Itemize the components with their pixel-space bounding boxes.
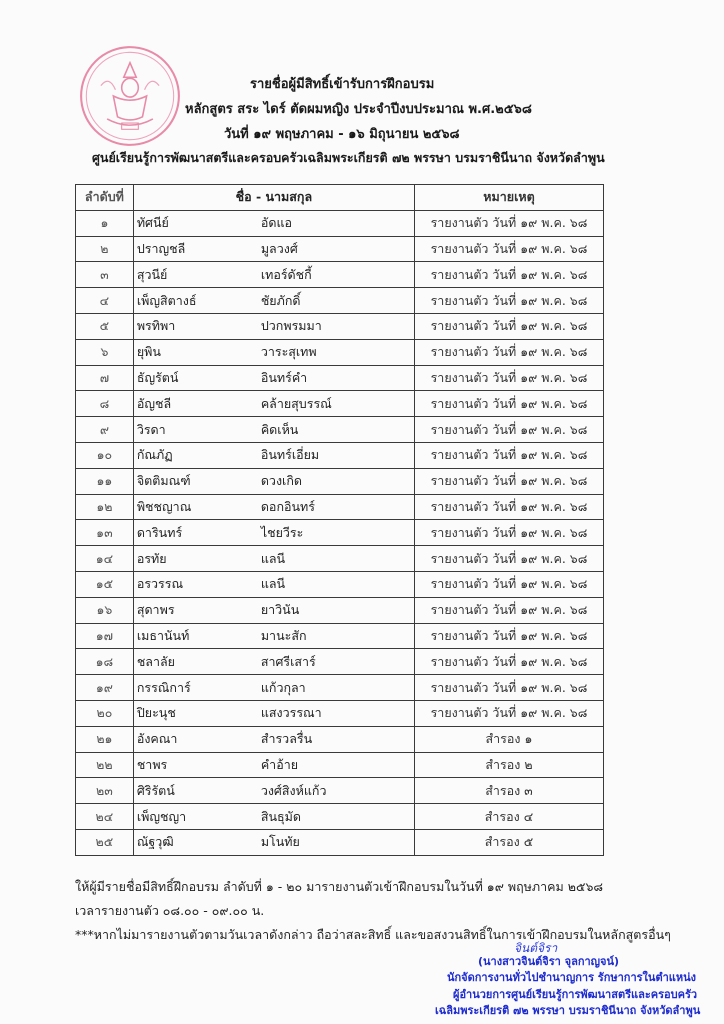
course-dates: วันที่ ๑๙ พฤษภาคม - ๑๖ มิถุนายน ๒๕๖๘ [224,127,460,142]
row-order: ๑๐ [76,442,134,468]
first-name: ดารินทร์ [136,524,183,540]
row-note: รายงานตัว วันที่ ๑๙ พ.ค. ๖๘ [414,675,603,701]
table-row [76,726,604,752]
row-order: ๓ [76,262,134,288]
last-name: แก้วกุลา [260,679,306,695]
course-name: หลักสูตร สระ ไดร์ ตัดผมหญิง ประจำปีงบประมาณ พ.ศ.๒๕๖๘ [185,102,532,117]
row-note: รายงานตัว วันที่ ๑๙ พ.ค. ๖๘ [414,623,603,649]
participant-table [75,184,604,856]
table-row [76,210,604,236]
column-header-note: หมายเหตุ [414,185,603,211]
table-row [76,262,604,288]
table-row [76,700,604,726]
first-name: ชลาลัย [136,653,175,669]
center-name: ศูนย์เรียนรู้การพัฒนาสตรีและครอบครัวเฉลิมพระเกียรติ ๗๒ พรรษา บรมราชินีนาถ จังหวัดลำพูน [92,150,605,165]
last-name: อินทร์เอี่ยม [260,447,320,463]
first-name: เมธานันท์ [136,627,190,643]
report-instruction: ให้ผู้มีรายชื่อมีสิทธิ์ฝึกอบรม ลำดับที่ ๑ - ๒๐ มารายงานตัวเข้าฝึกอบรมในวันที่ ๑๙ พฤษภาคม ๒๕๖๘ [75,879,604,894]
last-name: คิดเห็น [260,421,299,437]
last-name: สาศรีเสาร์ [260,653,316,669]
first-name: ปิยะนุช [136,705,176,721]
last-name: ไชยวีระ [260,524,304,540]
table-row [76,417,604,443]
row-name [133,546,414,572]
last-name: แลนี [260,550,286,566]
row-order: ๔ [76,288,134,314]
row-name [133,649,414,675]
row-name [133,210,414,236]
row-note: รายงานตัว วันที่ ๑๙ พ.ค. ๖๘ [414,236,603,262]
last-name: แสงวรรณา [260,705,322,721]
table-row [76,442,604,468]
last-name: เทอร์ดัชกี้ [260,266,312,282]
last-name: แลนี [260,576,286,592]
row-order: ๒๕ [76,829,134,855]
row-order: ๑๒ [76,494,134,520]
row-order: ๙ [76,417,134,443]
row-note: สำรอง ๕ [414,829,603,855]
table-row [76,546,604,572]
row-note: รายงานตัว วันที่ ๑๙ พ.ค. ๖๘ [414,288,603,314]
signatory-name: (นางสาวจินต์จิรา จุลกาญจน์) [478,955,620,968]
row-note: รายงานตัว วันที่ ๑๙ พ.ค. ๖๘ [414,262,603,288]
row-note: รายงานตัว วันที่ ๑๙ พ.ค. ๖๘ [414,391,603,417]
last-name: มโนทัย [260,834,300,850]
row-order: ๑๑ [76,468,134,494]
last-name: ปวกพรมมา [260,318,322,334]
table-row [76,520,604,546]
row-note: รายงานตัว วันที่ ๑๙ พ.ค. ๖๘ [414,520,603,546]
first-name: เพ็ญสิตางธ์ [136,292,197,308]
first-name: วิรดา [136,421,166,437]
last-name: อินทร์คำ [260,369,308,385]
row-name [133,494,414,520]
last-name: คำอ้าย [260,756,299,772]
first-name: ธัญรัตน์ [136,369,179,385]
last-name: สินธุมัด [260,808,301,824]
row-name [133,417,414,443]
first-name: กัณภัฏ [136,447,173,463]
table-row [76,597,604,623]
row-name [133,468,414,494]
last-name: วาระสุเทพ [260,344,317,360]
row-name [133,726,414,752]
row-order: ๕ [76,313,134,339]
table-row [76,236,604,262]
row-order: ๒๔ [76,804,134,830]
handwritten-signature: จินต์จิรา [514,941,558,955]
row-name [133,571,414,597]
table-row [76,365,604,391]
row-order: ๒๑ [76,726,134,752]
column-header-name: ชื่อ - นามสกุล [133,185,414,211]
row-note: รายงานตัว วันที่ ๑๙ พ.ค. ๖๘ [414,546,603,572]
table-row [76,649,604,675]
row-note: สำรอง ๓ [414,778,603,804]
first-name: ยุพิน [136,344,161,360]
row-name [133,829,414,855]
row-name [133,804,414,830]
last-name: คล้ายสุบรรณ์ [260,395,332,411]
signatory-role: ผู้อำนวยการศูนย์เรียนรู้การพัฒนาสตรีและครอบครัว [453,988,698,1001]
row-order: ๑๔ [76,546,134,572]
row-note: รายงานตัว วันที่ ๑๙ พ.ค. ๖๘ [414,417,603,443]
last-name: ดอกอินทร์ [260,498,316,514]
row-name [133,520,414,546]
table-row [76,313,604,339]
first-name: อัญชลี [136,395,172,411]
row-note: รายงานตัว วันที่ ๑๙ พ.ค. ๖๘ [414,442,603,468]
row-order: ๑๕ [76,571,134,597]
document-title: รายชื่อผู้มีสิทธิ์เข้ารับการฝึกอบรม [250,77,435,92]
row-name [133,339,414,365]
table-row [76,675,604,701]
last-name: ดวงเกิด [260,473,303,489]
department-emblem-logo [78,44,182,148]
row-name [133,236,414,262]
table-row [76,804,604,830]
first-name: อรวรรณ [136,576,184,592]
row-order: ๑๙ [76,675,134,701]
table-row [76,494,604,520]
row-note: สำรอง ๔ [414,804,603,830]
last-name: มานะสัก [260,627,307,643]
row-name [133,313,414,339]
row-order: ๒๐ [76,700,134,726]
row-order: ๑๘ [76,649,134,675]
row-order: ๘ [76,391,134,417]
row-name [133,623,414,649]
row-note: รายงานตัว วันที่ ๑๙ พ.ค. ๖๘ [414,649,603,675]
table-row [76,571,604,597]
row-note: รายงานตัว วันที่ ๑๙ พ.ค. ๖๘ [414,210,603,236]
row-name [133,675,414,701]
column-header-order: ลำดับที่ [76,185,134,211]
row-note: รายงานตัว วันที่ ๑๙ พ.ค. ๖๘ [414,313,603,339]
row-order: ๗ [76,365,134,391]
row-order: ๑๖ [76,597,134,623]
row-name [133,700,414,726]
table-row [76,391,604,417]
signatory-organization: เฉลิมพระเกียรติ ๗๒ พรรษา บรมราชินีนาถ จังหวัดลำพูน [435,1004,701,1017]
first-name: ทัศนีย์ [136,215,169,231]
row-order: ๑ [76,210,134,236]
row-note: สำรอง ๒ [414,752,603,778]
first-name: สุดาพร [136,602,175,618]
row-note: สำรอง ๑ [414,726,603,752]
table-row [76,623,604,649]
first-name: อรทัย [136,550,167,566]
first-name: จิตติมณฑ์ [136,473,191,489]
table-row [76,778,604,804]
row-note: รายงานตัว วันที่ ๑๙ พ.ค. ๖๘ [414,571,603,597]
row-name [133,288,414,314]
row-note: รายงานตัว วันที่ ๑๙ พ.ค. ๖๘ [414,365,603,391]
row-note: รายงานตัว วันที่ ๑๙ พ.ค. ๖๘ [414,494,603,520]
last-name: อัดแอ [260,215,293,231]
first-name: พิชชญาณ [136,498,192,514]
first-name: ชาพร [136,756,168,772]
first-name: ปราญชลี [136,240,186,256]
table-row [76,829,604,855]
row-order: ๒ [76,236,134,262]
first-name: พรทิพา [136,318,176,334]
row-note: รายงานตัว วันที่ ๑๙ พ.ค. ๖๘ [414,700,603,726]
last-name: มูลวงศ์ [260,240,298,256]
table-row [76,468,604,494]
row-name [133,391,414,417]
row-order: ๒๒ [76,752,134,778]
row-order: ๑๓ [76,520,134,546]
row-note: รายงานตัว วันที่ ๑๙ พ.ค. ๖๘ [414,468,603,494]
row-name [133,442,414,468]
first-name: สุวนีย์ [136,266,168,282]
table-row [76,288,604,314]
table-header-row [76,185,604,211]
forfeit-warning: ***หากไม่มารายงานตัวตามวันเวลาดังกล่าว ถือว่าสละสิทธิ์ และขอสงวนสิทธิ์ในการเข้าฝึกอบรมในหลักสูตรอื่นๆ [75,927,671,942]
row-note: รายงานตัว วันที่ ๑๙ พ.ค. ๖๘ [414,597,603,623]
row-order: ๑๗ [76,623,134,649]
last-name: สำรวลรื่น [260,731,313,747]
row-order: ๖ [76,339,134,365]
row-name [133,778,414,804]
row-name [133,597,414,623]
table-row [76,752,604,778]
first-name: เพ็ญชญา [136,808,187,824]
first-name: ศิริรัตน์ [136,782,175,798]
first-name: ณัฐวุฒิ [136,834,174,850]
signatory-position: นักจัดการงานทั่วไปชำนาญการ รักษาการในตำแหน่ง [447,971,696,984]
first-name: อังคณา [136,731,178,747]
last-name: ชัยภักดิ์ [260,292,301,308]
first-name: กรรณิการ์ [136,679,191,695]
last-name: วงศ์สิงห์แก้ว [260,782,327,798]
report-time: เวลารายงานตัว ๐๘.๐๐ - ๐๙.๐๐ น. [75,903,265,918]
table-body [76,210,604,855]
row-note: รายงานตัว วันที่ ๑๙ พ.ค. ๖๘ [414,339,603,365]
table-row [76,339,604,365]
last-name: ยาวินัน [260,602,300,618]
row-name [133,365,414,391]
row-name [133,262,414,288]
row-order: ๒๓ [76,778,134,804]
row-name [133,752,414,778]
